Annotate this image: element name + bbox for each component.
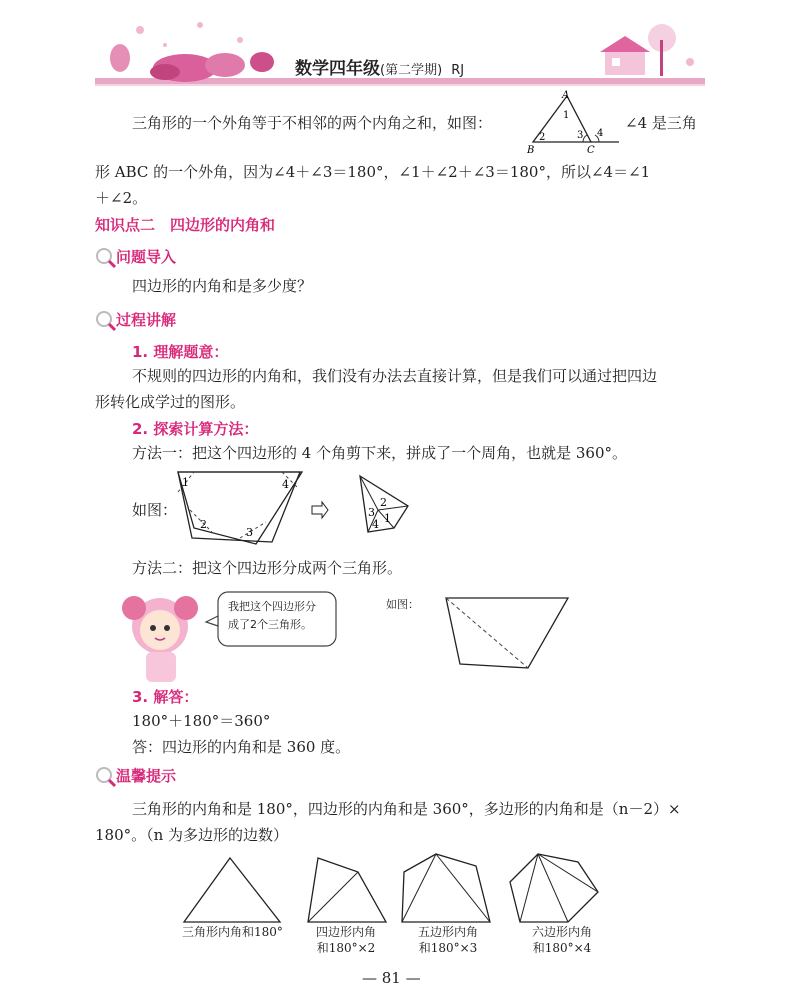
angle-1-label: 1 [563,110,570,121]
intro-line2: 形 ABC 的一个外角，因为∠4＋∠3＝180°，∠1＋∠2＋∠3＝180°，所以∠4＝∠1 [95,163,651,181]
page-number: — 81 — [362,969,421,987]
m1-angle-2: 2 [200,518,207,531]
m1b-angle-4: 4 [372,518,379,531]
question-intro-text: 四边形的内角和是多少度？ [132,277,313,295]
process-title: 过程讲解 [116,311,177,329]
triangle-figure [184,858,280,922]
figure-label: 如图： [132,501,178,519]
label-B: B [527,145,535,154]
m1-angle-4: 4 [282,478,289,491]
answer-line: 答：四边形的内角和是 360 度。 [132,738,351,756]
magnifier-icon [95,247,117,269]
intro-line1-pre: 三角形的一个外角等于不相邻的两个内角之和，如图： [132,114,493,132]
caption-hexagon: 六边形内角 和180°×4 [532,925,593,955]
polygon-figures [180,852,630,932]
m1-angle-1: 1 [182,476,189,489]
pentagon-figure [402,854,490,922]
tip-line2: 180°。（n 为多边形的边数） [95,826,289,844]
m1b-angle-3: 3 [368,506,375,519]
label-A: A [562,90,570,101]
speech-bubble [228,598,316,634]
step1-title: 1. 理解题意： [132,343,229,361]
step1-line1: 不规则的四边形的内角和，我们没有办法去直接计算，但是我们可以通过把四边 [132,367,658,385]
caption-triangle: 三角形内角和180° [182,925,283,939]
bubble-line2: 成了2个三角形。 [228,618,312,631]
magnifier-icon [95,310,117,332]
tip-title: 温馨提示 [116,767,177,785]
method2-text: 方法二：把这个四边形分成两个三角形。 [132,559,403,577]
arrow-right-icon [312,502,328,518]
angle-4-label: 4 [597,128,604,139]
question-intro-title: 问题导入 [116,248,177,266]
intro-line1-post: ∠4 是三角 [625,114,697,132]
quadrilateral-figure [308,858,386,922]
angle-3-label: 3 [577,130,584,141]
method1-figure [172,470,432,550]
m1b-angle-1: 1 [384,512,391,525]
header-title: 数学四年级(第二学期) RJ [295,59,465,79]
tip-line1: 三角形的内角和是 180°，四边形的内角和是 360°，多边形的内角和是（n－2）× [132,800,681,818]
calc-line: 180°＋180°＝360° [132,712,271,730]
label-C: C [587,145,595,154]
step2-title: 2. 探索计算方法： [132,420,259,438]
caption-quadrilateral: 四边形内角 和180°×2 [316,925,377,955]
m1-angle-3: 3 [246,526,253,539]
angle-2-label: 2 [539,132,546,143]
triangle-exterior-angle-figure [521,90,621,154]
bubble-line1: 我把这个四边形分 [228,600,316,613]
method2-figure [440,592,580,672]
figure-label-2: 如图： [386,598,419,611]
step1-line2: 形转化成学过的图形。 [95,393,246,411]
method1-text: 方法一：把这个四边形的 4 个角剪下来，拼成了一个周角，也就是 360°。 [132,444,627,462]
magnifier-icon [95,766,117,788]
m1b-angle-2: 2 [380,496,387,509]
intro-line3: ＋∠2。 [95,189,148,207]
step3-title: 3. 解答： [132,688,199,706]
knowledge-point-title: 知识点二 四边形的内角和 [95,216,276,234]
caption-pentagon: 五边形内角 和180°×3 [418,925,479,955]
